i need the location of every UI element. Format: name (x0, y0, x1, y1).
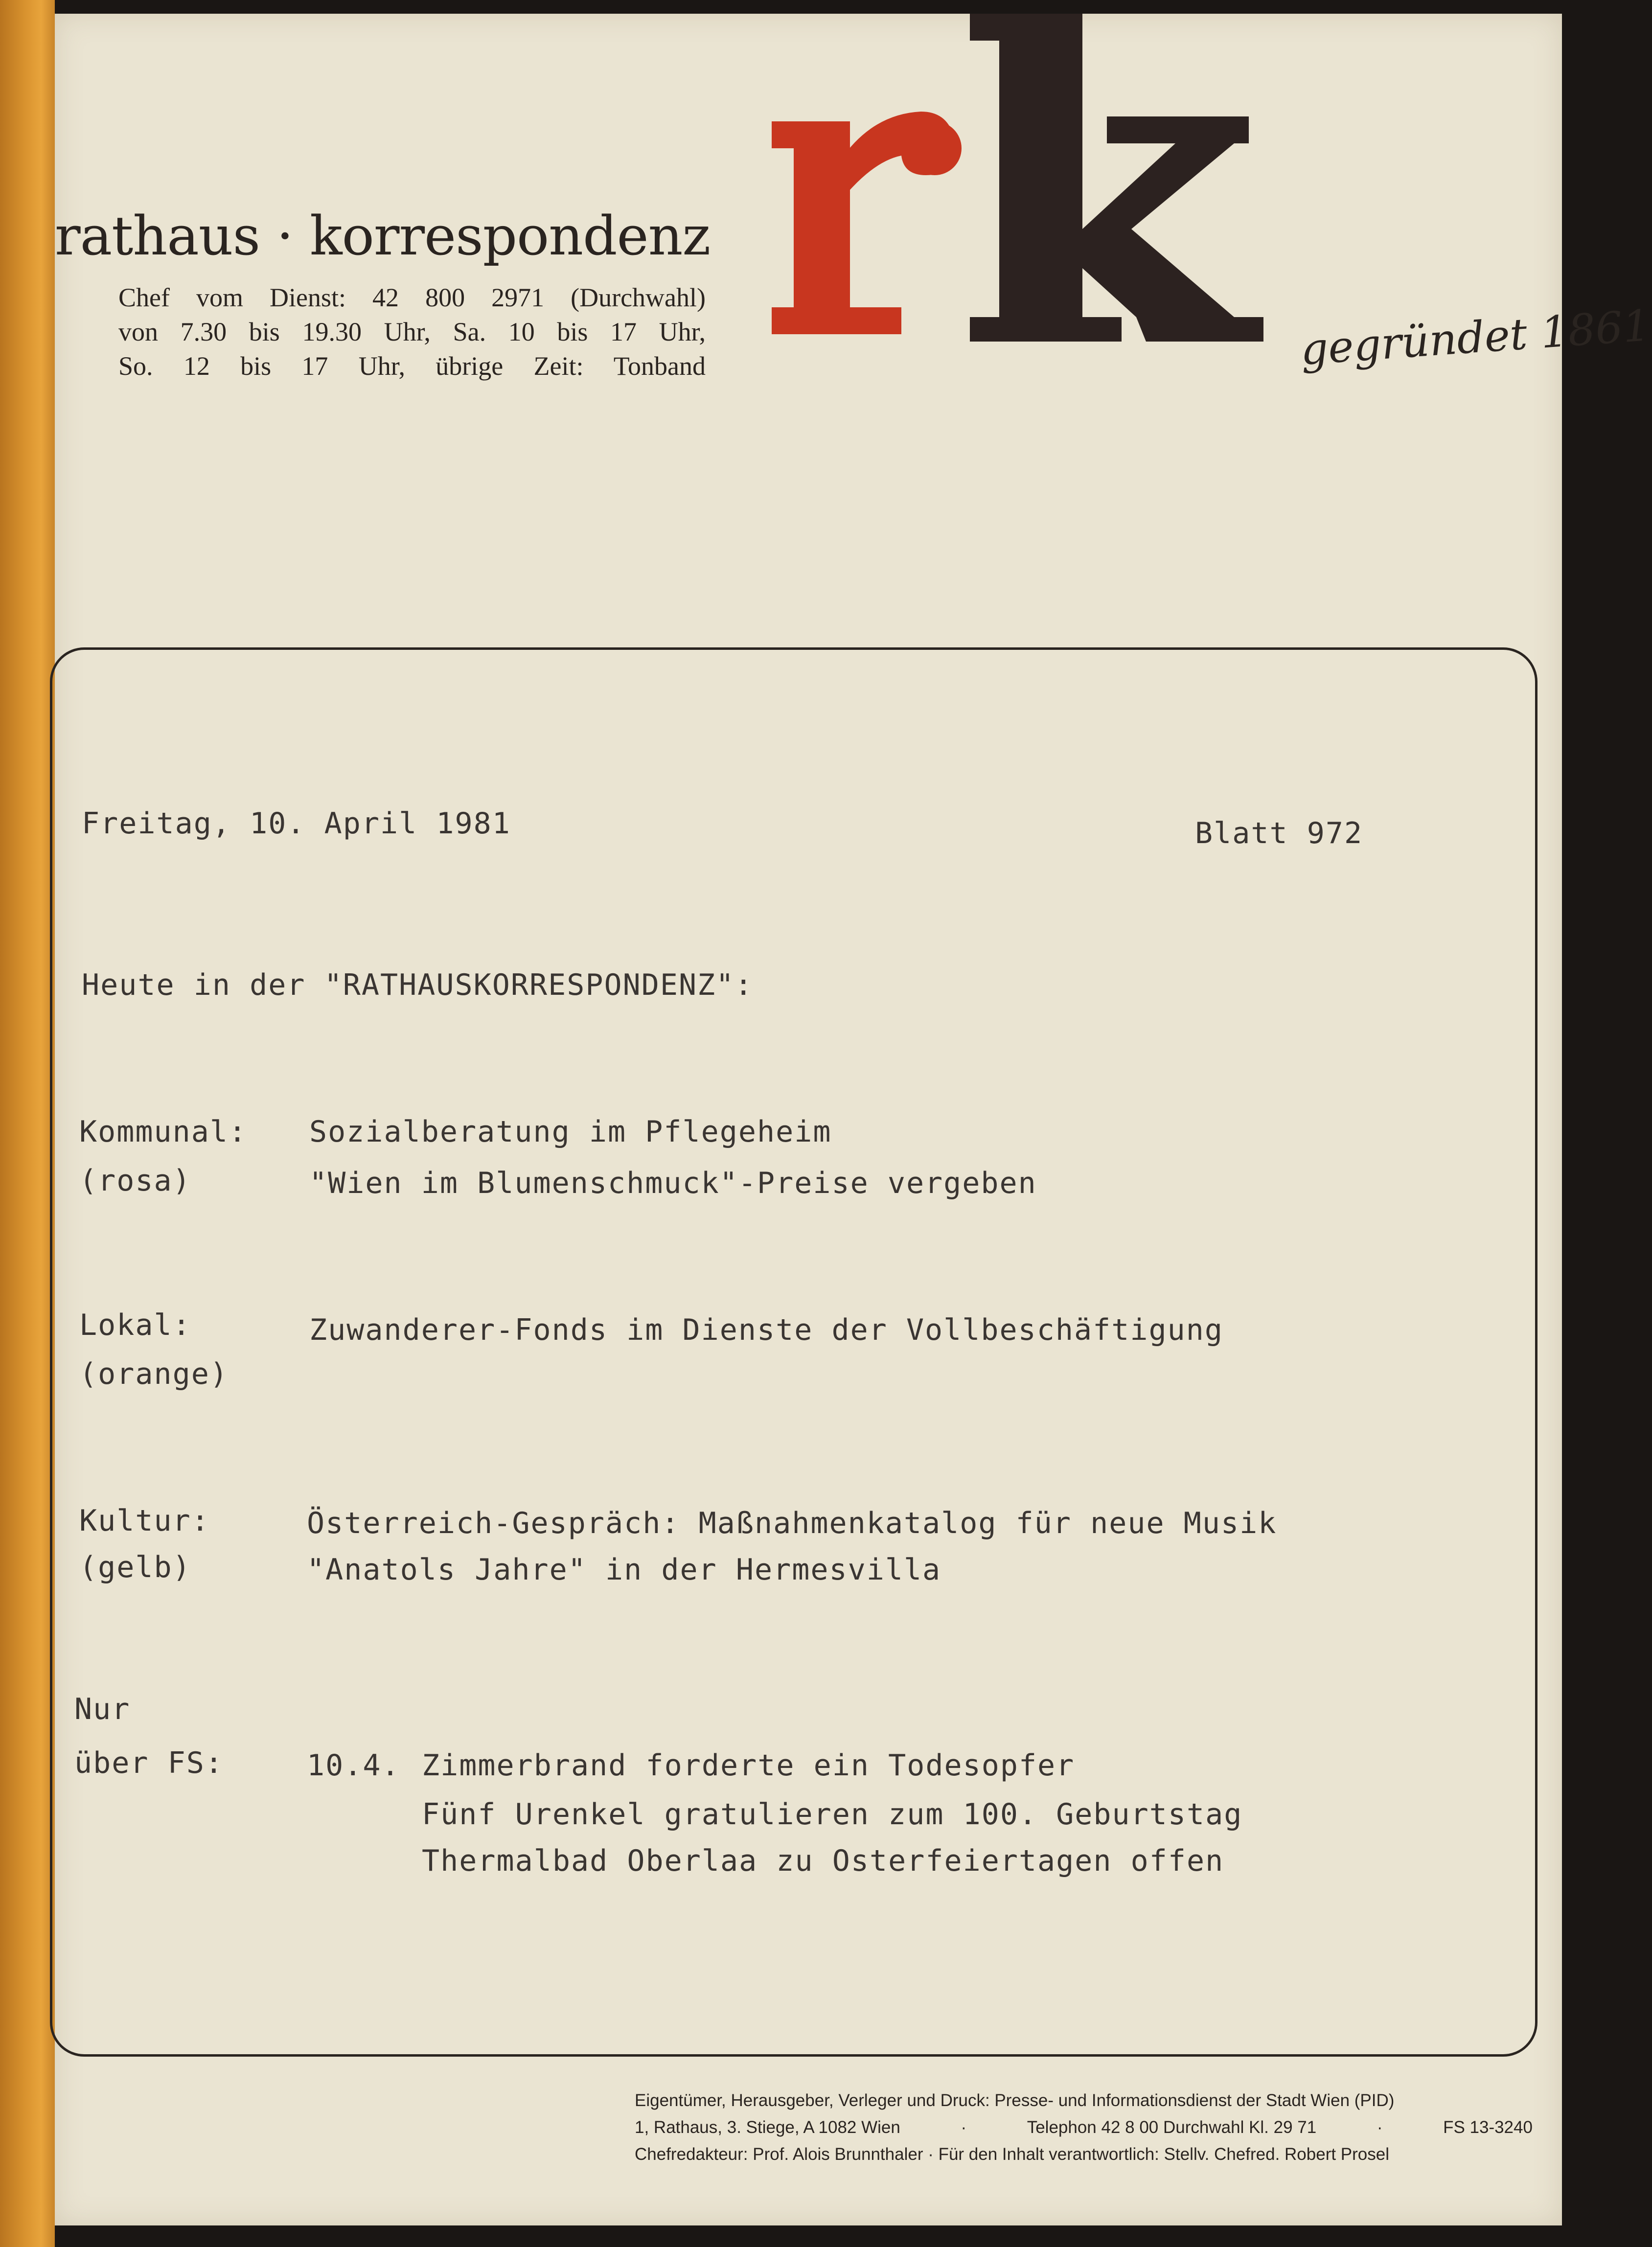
contact-line: Chef vom Dienst: 42 800 2971 (Durchwahl) (118, 283, 706, 312)
logo-r-letter (772, 112, 962, 334)
imprint-line-2 (635, 2118, 1533, 2137)
headline-item: Zuwanderer-Fonds im Dienste der Vollbeschäftigung (309, 1313, 1224, 1347)
contact-line: So. 12 bis 17 Uhr, übrige Zeit: Tonband (118, 351, 706, 381)
imprint-phone: Telephon 42 8 00 Durchwahl Kl. 29 71 (1027, 2118, 1317, 2137)
rk-logo (715, 14, 1352, 366)
bulletin-date: Freitag, 10. April 1981 (82, 806, 511, 841)
sheet-number: Blatt 972 (1195, 816, 1363, 850)
headline-item: "Anatols Jahre" in der Hermesvilla (307, 1553, 941, 1587)
section-color-kultur: (gelb) (79, 1550, 191, 1584)
imprint-address: 1, Rathaus, 3. Stiege, A 1082 Wien (635, 2118, 900, 2137)
contents-intro: Heute in der "RATHAUSKORRESPONDENZ": (82, 968, 754, 1002)
headline-item: Thermalbad Oberlaa zu Osterfeiertagen offen (422, 1844, 1224, 1878)
document-page (55, 14, 1652, 2225)
imprint-line-3: Chefredakteur: Prof. Alois Brunnthaler · Für den Inhalt verantwortlich: Stellv. Chefred. Robert Prosel (635, 2145, 1390, 2164)
contact-hours (118, 280, 706, 383)
imprint-line-1: Eigentümer, Herausgeber, Verleger und Druck: Presse- und Informationsdienst der Stadt Wien (PID) (635, 2091, 1395, 2110)
fs-date: 10.4. (307, 1748, 400, 1783)
section-label-fs-line1: Nur (74, 1692, 131, 1726)
binding-strip (0, 0, 55, 2247)
logo-k-letter (970, 14, 1263, 342)
headline-item: Sozialberatung im Pflegeheim (309, 1115, 832, 1149)
section-color-kommunal: (rosa) (79, 1164, 191, 1198)
contact-line: von 7.30 bis 19.30 Uhr, Sa. 10 bis 17 Uhr, (118, 317, 706, 346)
headline-item: Österreich-Gespräch: Maßnahmenkatalog für neue Musik (307, 1506, 1277, 1540)
imprint-telex: FS 13-3240 (1443, 2118, 1533, 2137)
section-label-kommunal: Kommunal: (79, 1115, 248, 1149)
headline-item: Fünf Urenkel gratulieren zum 100. Geburtstag (422, 1797, 1243, 1832)
imprint-separator: · (1377, 2118, 1383, 2137)
headline-item: Zimmerbrand forderte ein Todesopfer (422, 1748, 1075, 1783)
publication-name: rathaus · korrespondenz (55, 205, 711, 267)
section-label-fs-line2: über FS: (74, 1746, 224, 1780)
headline-item: "Wien im Blumenschmuck"-Preise vergeben (309, 1166, 1037, 1200)
founded-signature: gegründet 1861 (1299, 300, 1652, 375)
imprint-separator: · (961, 2118, 967, 2137)
section-label-kultur: Kultur: (79, 1504, 210, 1538)
section-color-lokal: (orange) (79, 1357, 229, 1391)
section-label-lokal: Lokal: (79, 1308, 191, 1342)
